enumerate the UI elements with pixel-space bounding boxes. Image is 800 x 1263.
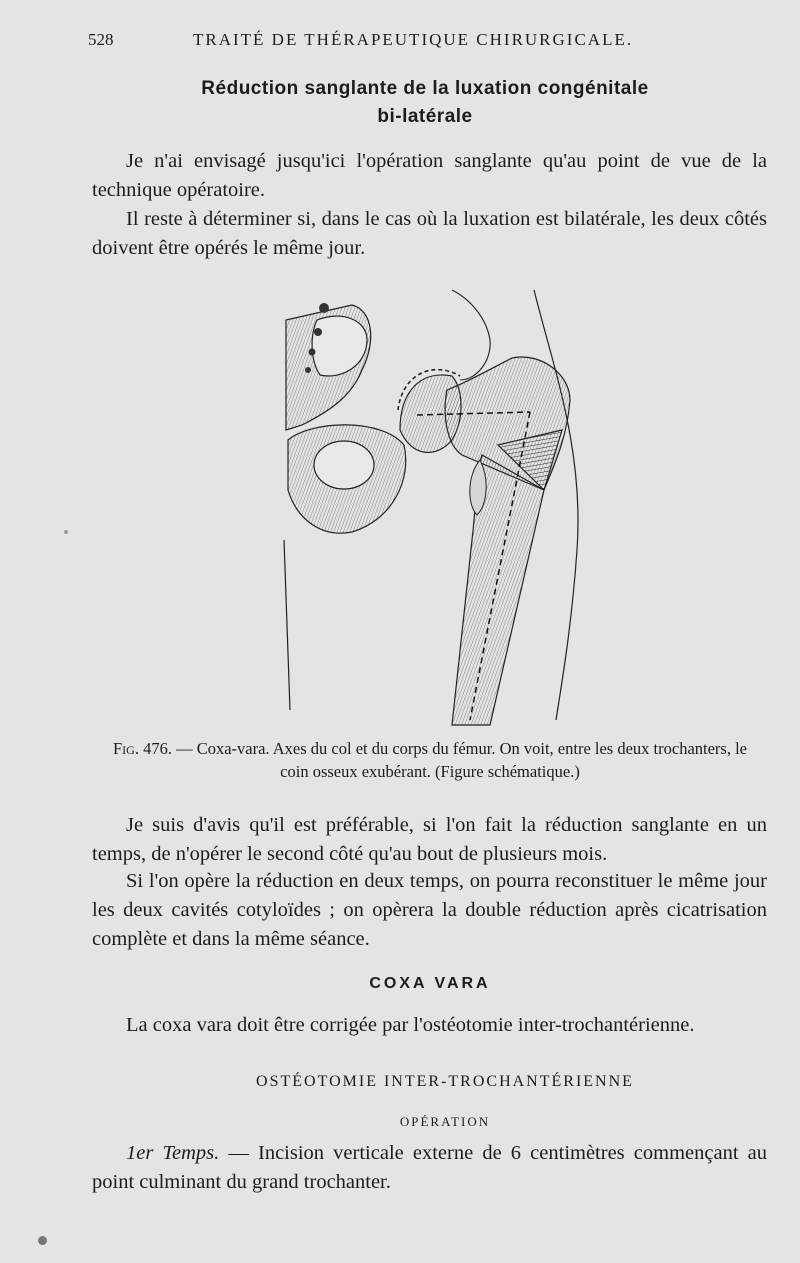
running-head bbox=[88, 30, 760, 54]
paragraph-1: Je n'ai envisagé jusqu'ici l'opération sanglante qu'au point de vue de la technique opératoire. bbox=[92, 150, 767, 201]
step-label: 1er Temps. bbox=[126, 1142, 220, 1164]
running-title: TRAITÉ DE THÉRAPEUTIQUE CHIRURGICALE. bbox=[193, 30, 634, 49]
osteotomie-heading: OSTÉOTOMIE INTER-TROCHANTÉRIENNE bbox=[256, 1073, 634, 1090]
paragraph-coxa-vara: La coxa vara doit être corrigée par l'ostéotomie inter-trochantérienne. bbox=[126, 1014, 695, 1036]
figure-caption-text: — Coxa-vara. Axes du col et du corps du fémur. On voit, entre les deux trochanters, le coin osseux exubérant. (Figure schématique.) bbox=[176, 739, 748, 781]
coxa-vara-heading: COXA VARA bbox=[369, 975, 491, 992]
section-title-line2: bi-latérale bbox=[377, 106, 473, 127]
figure-label: Fig. 476. bbox=[112, 739, 172, 758]
paragraph-4: Si l'on opère la réduction en deux temps, on pourra reconstituer le même jour les deux cavités cotyloïdes ; on opèrera la double réduction après cicatrisation complète et dans la même séance. bbox=[92, 870, 767, 950]
figure-caption bbox=[110, 737, 750, 783]
paragraph-2: Il reste à déterminer si, dans le cas où la luxation est bilatérale, les deux côtés doivent être opérés le même jour. bbox=[92, 208, 767, 259]
operation-heading: OPÉRATION bbox=[399, 1114, 491, 1129]
page-number: 528 bbox=[88, 30, 114, 49]
paper-speck bbox=[38, 1236, 47, 1245]
paragraph-first-step bbox=[92, 1139, 767, 1197]
paper-speck bbox=[64, 530, 68, 534]
paragraph-3: Je suis d'avis qu'il est préférable, si l'on fait la réduction sanglante en un temps, de n'opérer le second côté qu'au bout de plusieurs mois. bbox=[92, 814, 767, 865]
femur-illustration bbox=[272, 280, 592, 732]
section-title-line1: Réduction sanglante de la luxation congénitale bbox=[201, 78, 649, 99]
step-text: — Incision verticale externe de 6 centimètres commençant au point culminant du grand trochanter. bbox=[92, 1142, 767, 1193]
